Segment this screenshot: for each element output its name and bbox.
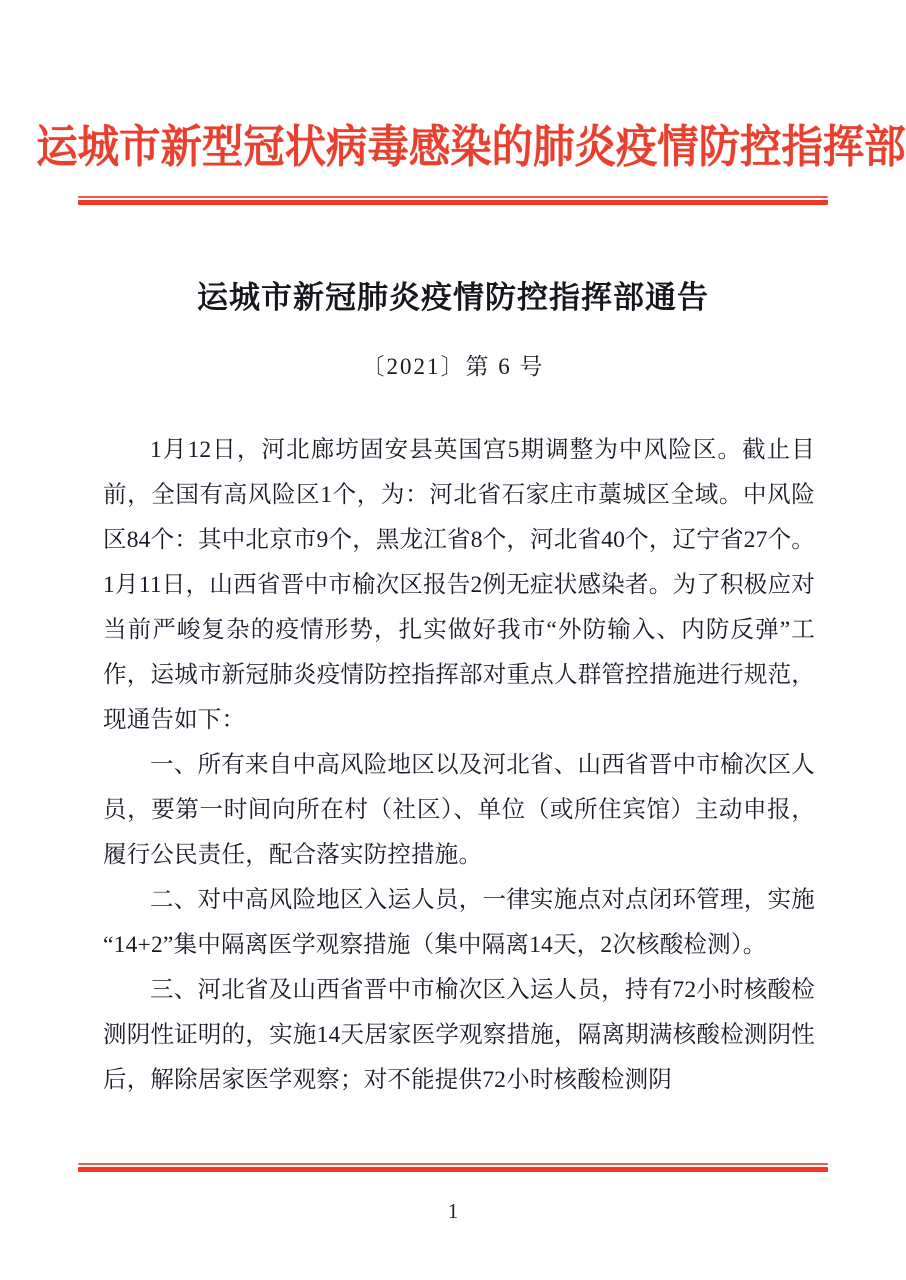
page-number: 1 (447, 1199, 459, 1223)
document-body (103, 428, 815, 1103)
masthead-rule-thick (78, 200, 828, 205)
document-number: 〔2021〕第 6 号 (361, 354, 545, 379)
body-paragraph: 1月12日，河北廊坊固安县英国宫5期调整为中风险区。截止目前，全国有高风险区1个，为：河北省石家庄市藁城区全域。中风险区84个：其中北京市9个，黑龙江省8个，河北省40个，辽宁省27个。1月11日，山西省晋中市榆次区报告2例无症状感染者。为了积极应对当前严峻复杂的疫情形势，扎实做好我市“外防输入、内防反弹”工作，运城市新冠肺炎疫情防控指挥部对重点人群管控措施进行规范，现通告如下： (103, 437, 815, 733)
footer-rule-thin (78, 1163, 828, 1165)
footer-rule-group (78, 1163, 828, 1172)
body-paragraph-item-1: 一、所有来自中高风险地区以及河北省、山西省晋中市榆次区人员，要第一时间向所在村（社区）、单位（或所住宾馆）主动申报，履行公民责任，配合落实防控措施。 (103, 752, 815, 868)
footer-rule-thick (78, 1167, 828, 1172)
body-paragraph-item-3: 三、河北省及山西省晋中市榆次区入运人员，持有72小时核酸检测阴性证明的，实施14天居家医学观察措施，隔离期满核酸检测阴性后，解除居家医学观察；对不能提供72小时核酸检测阴 (103, 977, 815, 1093)
masthead-title: 运城市新型冠状病毒感染的肺炎疫情防控指挥部 (36, 121, 906, 172)
masthead-rule-group (78, 196, 828, 205)
masthead (0, 118, 906, 176)
masthead-rule-thin (78, 196, 828, 198)
document-title: 运城市新冠肺炎疫情防控指挥部通告 (197, 280, 709, 315)
body-paragraph-item-2: 二、对中高风险地区入运人员，一律实施点对点闭环管理，实施“14+2”集中隔离医学观察措施（集中隔离14天，2次核酸检测）。 (103, 887, 815, 958)
